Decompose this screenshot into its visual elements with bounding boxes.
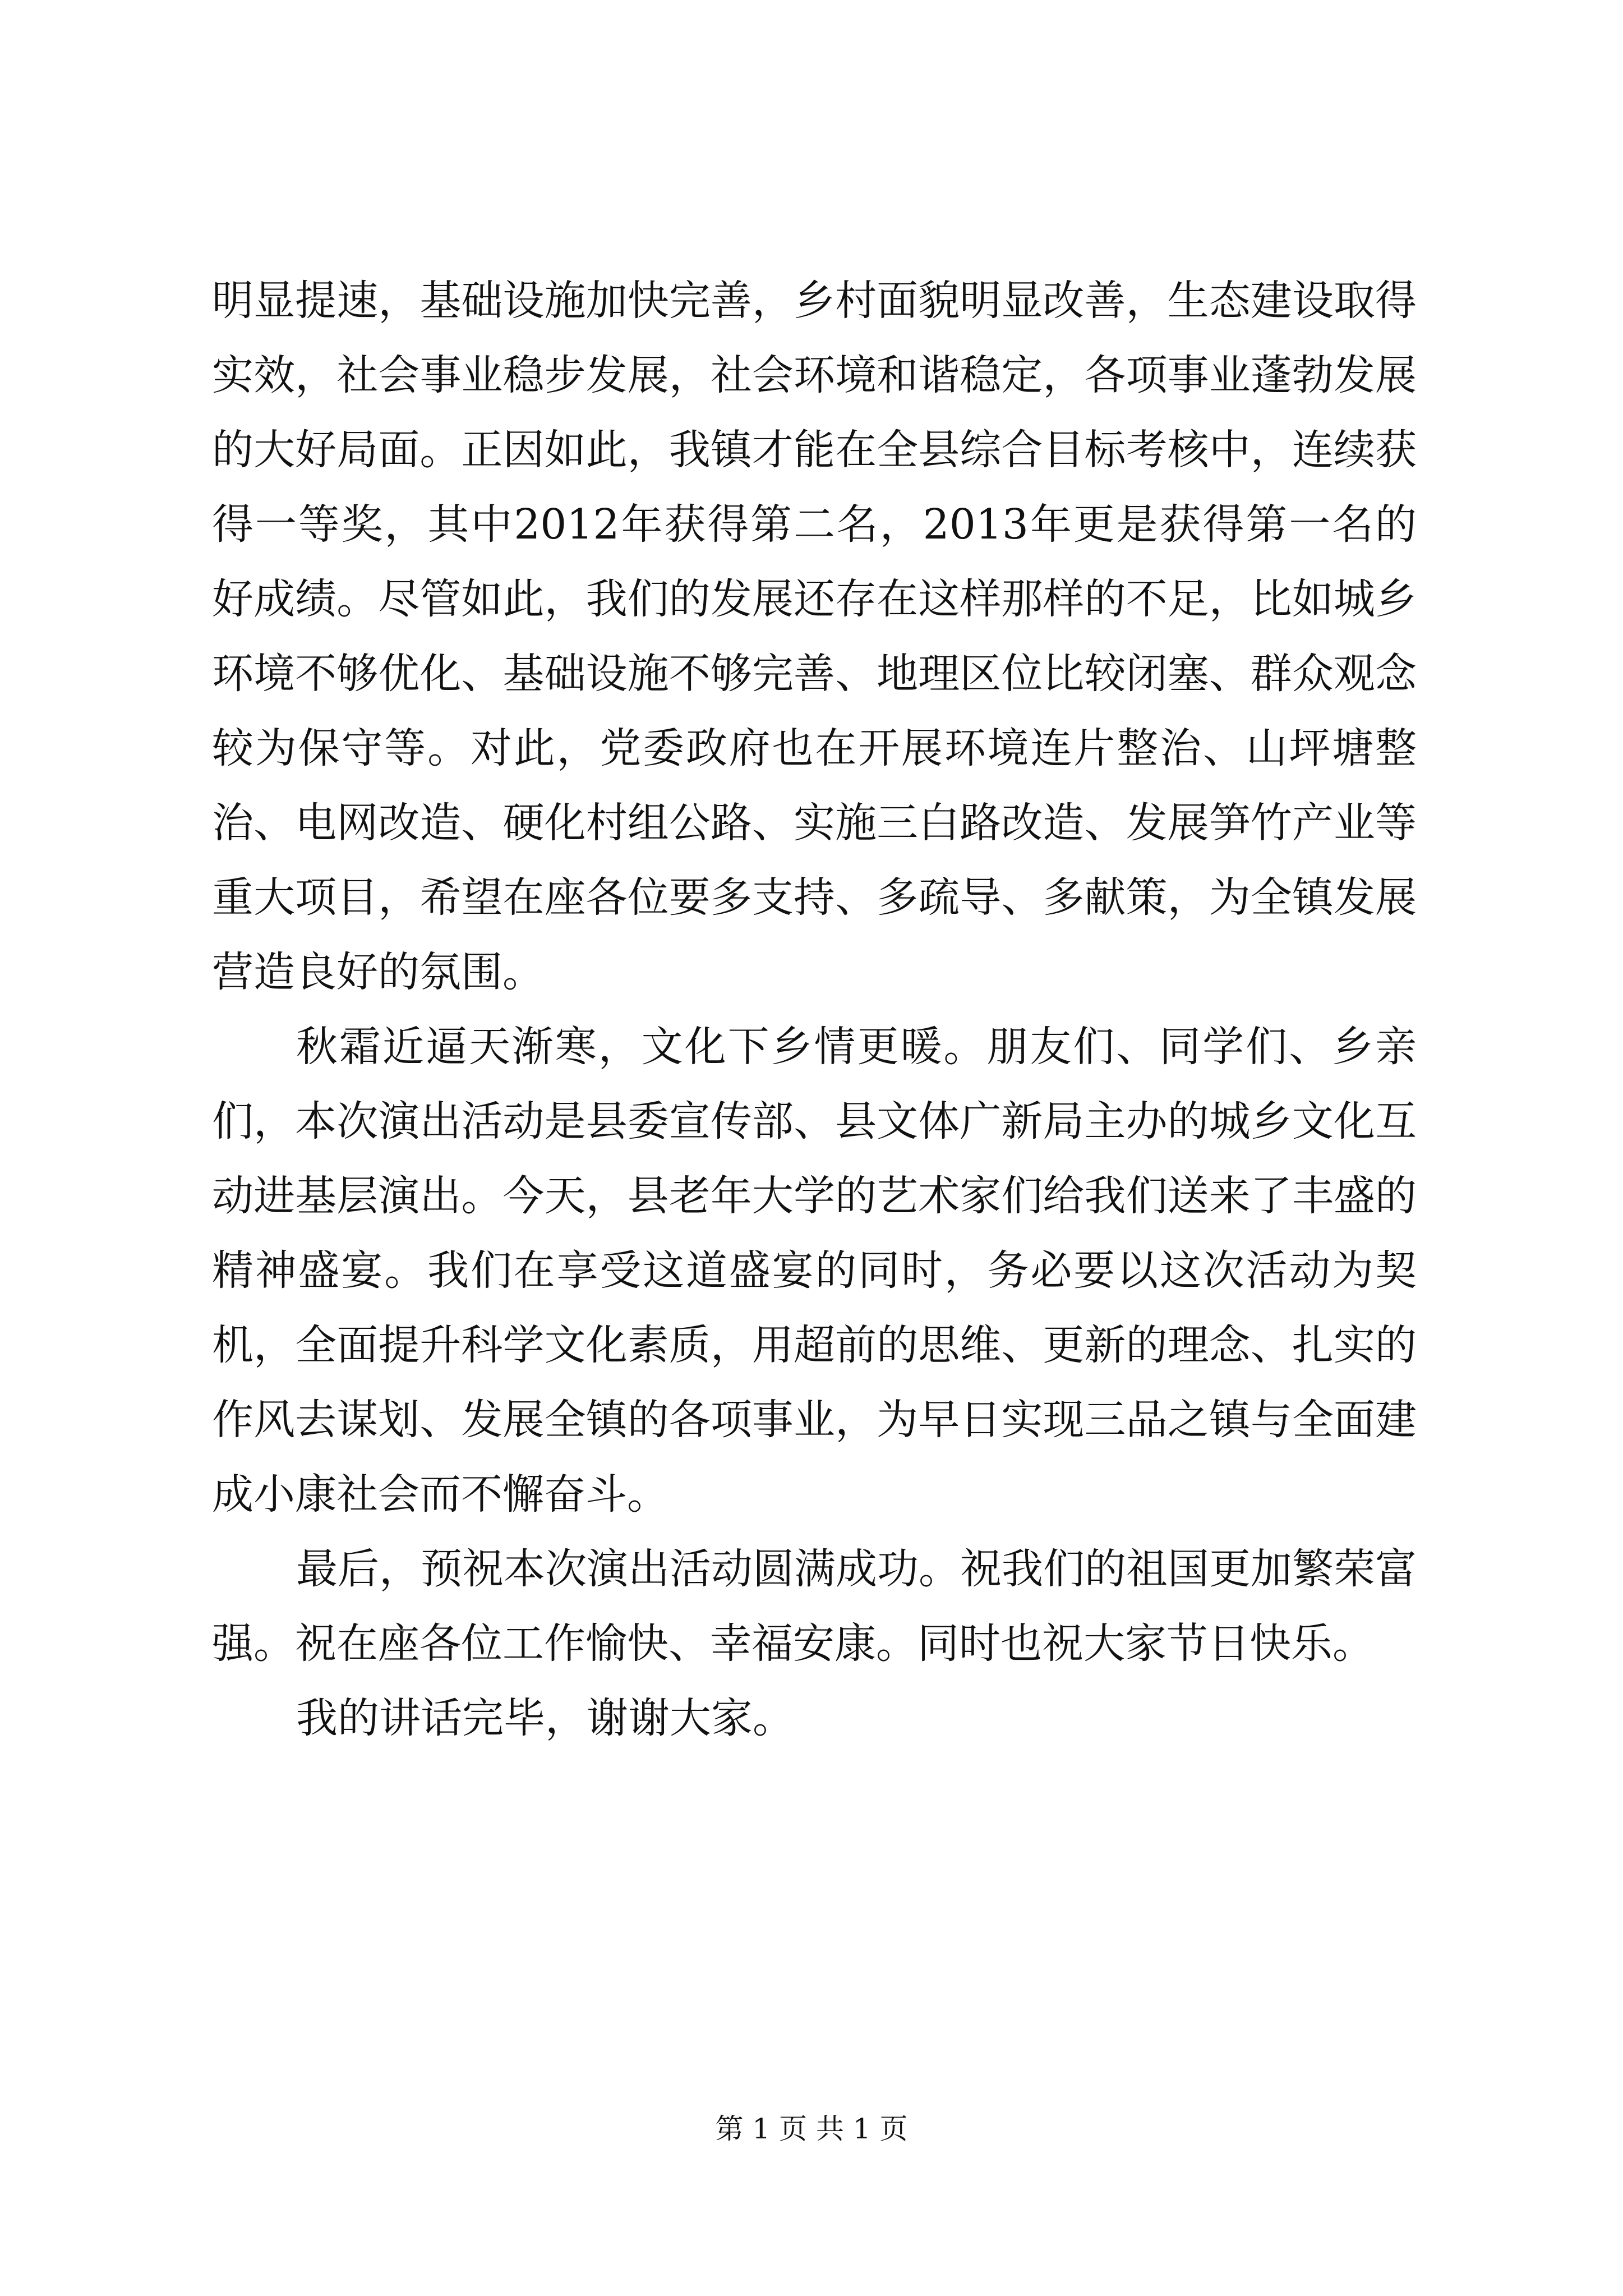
paragraph-2: 秋霜近逼天渐寒，文化下乡情更暖。朋友们、同学们、乡亲们，本次演出活动是县委宣传部、县文体广新局主办的城乡文化互动进基层演出。今天，县老年大学的艺术家们给我们送来了丰盛的精神盛宴。我们在享受这道盛宴的同时，务必要以这次活动为契机，全面提升科学文化素质，用超前的思维、更新的理念、扎实的作风去谋划、发展全镇的各项事业，为早日实现三品之镇与全面建成小康社会而不懈奋斗。 [212, 1023, 1417, 1519]
paragraph-3: 最后，预祝本次演出活动圆满成功。祝我们的祖国更加繁荣富强。祝在座各位工作愉快、幸福安康。同时也祝大家节日快乐。 [212, 1545, 1417, 1668]
paragraph-4: 我的讲话完毕，谢谢大家。 [296, 1694, 794, 1742]
page-number-footer: 第 1 页 共 1 页 [715, 2113, 908, 2145]
document-body [212, 264, 1417, 1756]
paragraph-1: 明显提速，基础设施加快完善，乡村面貌明显改善，生态建设取得实效，社会事业稳步发展，社会环境和谐稳定，各项事业蓬勃发展的大好局面。正因如此，我镇才能在全县综合目标考核中，连续获得一等奖，其中2012年获得第二名，2013年更是获得第一名的好成绩。尽管如此，我们的发展还存在这样那样的不足，比如城乡环境不够优化、基础设施不够完善、地理区位比较闭塞、群众观念较为保守等。对此，党委政府也在开展环境连片整治、山坪塘整治、电网改造、硬化村组公路、实施三白路改造、发展笋竹产业等重大项目，希望在座各位要多支持、多疏导、多献策，为全镇发展营造良好的氛围。 [212, 277, 1417, 996]
